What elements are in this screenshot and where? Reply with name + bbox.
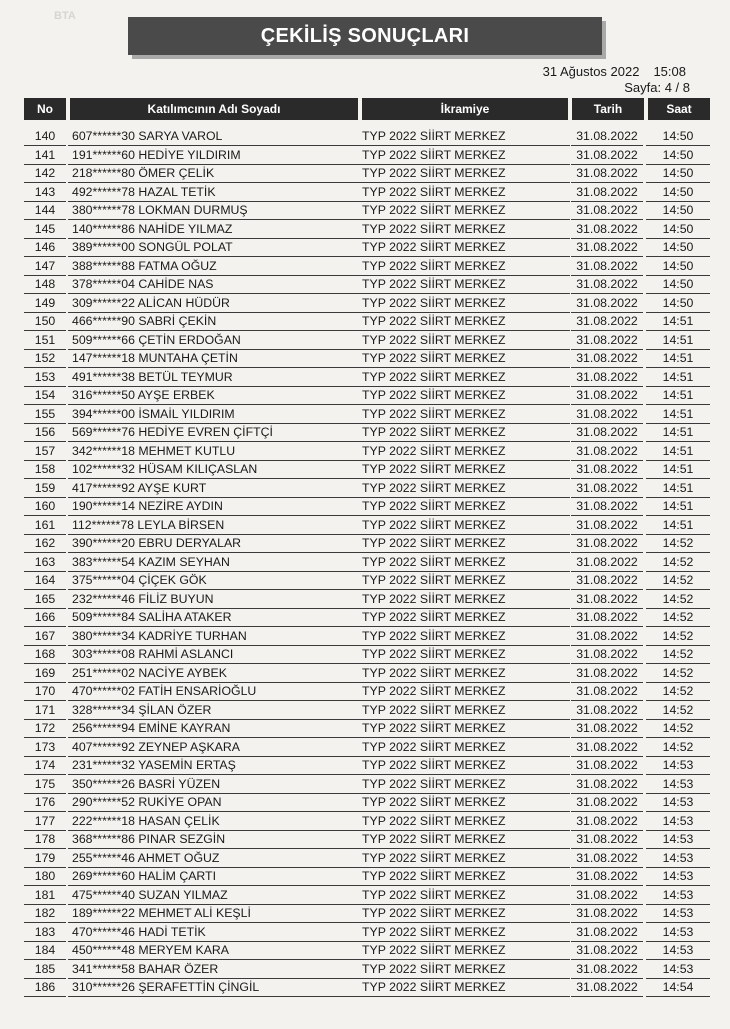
row-number: 178 — [24, 831, 66, 849]
row-number: 186 — [24, 979, 66, 997]
row-number: 167 — [24, 628, 66, 646]
draw-time: 14:51 — [646, 313, 710, 331]
participant-name: 316******50 AYŞE ERBEK — [68, 387, 360, 405]
prize-name: TYP 2022 SİİRT MERKEZ — [360, 332, 570, 350]
row-number: 149 — [24, 295, 66, 313]
row-number: 170 — [24, 683, 66, 701]
row-number: 172 — [24, 720, 66, 738]
draw-date: 31.08.2022 — [571, 739, 643, 757]
draw-time: 14:54 — [646, 979, 710, 997]
draw-date: 31.08.2022 — [571, 480, 643, 498]
prize-name: TYP 2022 SİİRT MERKEZ — [360, 591, 570, 609]
prize-name: TYP 2022 SİİRT MERKEZ — [360, 406, 570, 424]
participant-name: 342******18 MEHMET KUTLU — [68, 443, 360, 461]
table-row — [0, 202, 730, 221]
participant-name: 407******92 ZEYNEP AŞKARA — [68, 739, 360, 757]
table-row — [0, 591, 730, 610]
row-number: 142 — [24, 165, 66, 183]
draw-date: 31.08.2022 — [571, 165, 643, 183]
participant-name: 232******46 FİLİZ BUYUN — [68, 591, 360, 609]
draw-time: 14:52 — [646, 665, 710, 683]
row-number: 146 — [24, 239, 66, 257]
participant-name: 102******32 HÜSAM KILIÇASLAN — [68, 461, 360, 479]
prize-name: TYP 2022 SİİRT MERKEZ — [360, 628, 570, 646]
row-number: 182 — [24, 905, 66, 923]
draw-date: 31.08.2022 — [571, 369, 643, 387]
prize-name: TYP 2022 SİİRT MERKEZ — [360, 720, 570, 738]
table-header — [0, 98, 730, 120]
participant-name: 380******34 KADRİYE TURHAN — [68, 628, 360, 646]
draw-date: 31.08.2022 — [571, 850, 643, 868]
row-number: 175 — [24, 776, 66, 794]
table-row — [0, 831, 730, 850]
participant-name: 218******80 ÖMER ÇELİK — [68, 165, 360, 183]
row-number: 174 — [24, 757, 66, 775]
draw-time: 14:51 — [646, 517, 710, 535]
table-row — [0, 813, 730, 832]
participant-name: 470******02 FATİH ENSARİOĞLU — [68, 683, 360, 701]
draw-time: 14:50 — [646, 202, 710, 220]
table-row — [0, 221, 730, 240]
draw-time: 14:51 — [646, 443, 710, 461]
table-row — [0, 757, 730, 776]
draw-time: 14:53 — [646, 850, 710, 868]
row-number: 147 — [24, 258, 66, 276]
participant-name: 341******58 BAHAR ÖZER — [68, 961, 360, 979]
row-number: 162 — [24, 535, 66, 553]
draw-time: 14:53 — [646, 887, 710, 905]
prize-name: TYP 2022 SİİRT MERKEZ — [360, 905, 570, 923]
draw-date: 31.08.2022 — [571, 387, 643, 405]
participant-name: 189******22 MEHMET ALİ KEŞLİ — [68, 905, 360, 923]
draw-date: 31.08.2022 — [571, 258, 643, 276]
table-row — [0, 295, 730, 314]
draw-date: 31.08.2022 — [571, 665, 643, 683]
draw-time: 14:51 — [646, 461, 710, 479]
prize-name: TYP 2022 SİİRT MERKEZ — [360, 813, 570, 831]
draw-date: 31.08.2022 — [571, 332, 643, 350]
prize-name: TYP 2022 SİİRT MERKEZ — [360, 665, 570, 683]
participant-name: 378******04 CAHİDE NAS — [68, 276, 360, 294]
page-title: ÇEKİLİŞ SONUÇLARI — [128, 17, 602, 55]
prize-name: TYP 2022 SİİRT MERKEZ — [360, 961, 570, 979]
prize-name: TYP 2022 SİİRT MERKEZ — [360, 850, 570, 868]
draw-date: 31.08.2022 — [571, 794, 643, 812]
draw-date: 31.08.2022 — [571, 350, 643, 368]
draw-date: 31.08.2022 — [571, 776, 643, 794]
participant-name: 375******04 ÇİÇEK GÖK — [68, 572, 360, 590]
prize-name: TYP 2022 SİİRT MERKEZ — [360, 239, 570, 257]
prize-name: TYP 2022 SİİRT MERKEZ — [360, 794, 570, 812]
draw-date: 31.08.2022 — [571, 554, 643, 572]
prize-name: TYP 2022 SİİRT MERKEZ — [360, 202, 570, 220]
table-row — [0, 683, 730, 702]
draw-date: 31.08.2022 — [571, 443, 643, 461]
prize-name: TYP 2022 SİİRT MERKEZ — [360, 887, 570, 905]
row-number: 151 — [24, 332, 66, 350]
prize-name: TYP 2022 SİİRT MERKEZ — [360, 924, 570, 942]
draw-date: 31.08.2022 — [571, 239, 643, 257]
draw-time: 14:51 — [646, 480, 710, 498]
participant-name: 140******86 NAHİDE YILMAZ — [68, 221, 360, 239]
prize-name: TYP 2022 SİİRT MERKEZ — [360, 757, 570, 775]
draw-time: 14:50 — [646, 221, 710, 239]
draw-date: 31.08.2022 — [571, 313, 643, 331]
table-row — [0, 406, 730, 425]
row-number: 168 — [24, 646, 66, 664]
participant-name: 147******18 MUNTAHA ÇETİN — [68, 350, 360, 368]
prize-name: TYP 2022 SİİRT MERKEZ — [360, 739, 570, 757]
prize-name: TYP 2022 SİİRT MERKEZ — [360, 683, 570, 701]
row-number: 163 — [24, 554, 66, 572]
print-time: 15:08 — [653, 64, 686, 79]
row-number: 179 — [24, 850, 66, 868]
draw-date: 31.08.2022 — [571, 961, 643, 979]
table-row — [0, 554, 730, 573]
prize-name: TYP 2022 SİİRT MERKEZ — [360, 609, 570, 627]
row-number: 177 — [24, 813, 66, 831]
row-number: 145 — [24, 221, 66, 239]
draw-time: 14:50 — [646, 128, 710, 146]
draw-time: 14:52 — [646, 646, 710, 664]
participant-name: 607******30 SARYA VAROL — [68, 128, 360, 146]
prize-name: TYP 2022 SİİRT MERKEZ — [360, 702, 570, 720]
participant-name: 255******46 AHMET OĞUZ — [68, 850, 360, 868]
table-row — [0, 128, 730, 147]
draw-date: 31.08.2022 — [571, 295, 643, 313]
table-row — [0, 572, 730, 591]
participant-name: 310******26 ŞERAFETTİN ÇİNGİL — [68, 979, 360, 997]
draw-time: 14:52 — [646, 609, 710, 627]
table-row — [0, 628, 730, 647]
draw-date: 31.08.2022 — [571, 147, 643, 165]
table-row — [0, 498, 730, 517]
participant-name: 509******66 ÇETİN ERDOĞAN — [68, 332, 360, 350]
draw-time: 14:51 — [646, 332, 710, 350]
row-number: 153 — [24, 369, 66, 387]
prize-name: TYP 2022 SİİRT MERKEZ — [360, 572, 570, 590]
prize-name: TYP 2022 SİİRT MERKEZ — [360, 165, 570, 183]
prize-name: TYP 2022 SİİRT MERKEZ — [360, 517, 570, 535]
participant-name: 309******22 ALİCAN HÜDÜR — [68, 295, 360, 313]
table-row — [0, 387, 730, 406]
participant-name: 303******08 RAHMİ ASLANCI — [68, 646, 360, 664]
prize-name: TYP 2022 SİİRT MERKEZ — [360, 498, 570, 516]
draw-time: 14:50 — [646, 184, 710, 202]
row-number: 148 — [24, 276, 66, 294]
row-number: 171 — [24, 702, 66, 720]
row-number: 183 — [24, 924, 66, 942]
table-row — [0, 147, 730, 166]
prize-name: TYP 2022 SİİRT MERKEZ — [360, 480, 570, 498]
draw-time: 14:53 — [646, 813, 710, 831]
page-number: Sayfa: 4 / 8 — [624, 80, 690, 95]
table-row — [0, 942, 730, 961]
draw-date: 31.08.2022 — [571, 572, 643, 590]
participant-name: 328******34 ŞİLAN ÖZER — [68, 702, 360, 720]
participant-name: 350******26 BASRİ YÜZEN — [68, 776, 360, 794]
prize-name: TYP 2022 SİİRT MERKEZ — [360, 147, 570, 165]
draw-time: 14:52 — [646, 535, 710, 553]
table-row — [0, 665, 730, 684]
prize-name: TYP 2022 SİİRT MERKEZ — [360, 387, 570, 405]
participant-name: 475******40 SUZAN YILMAZ — [68, 887, 360, 905]
column-header-time: Saat — [648, 98, 710, 120]
draw-time: 14:52 — [646, 591, 710, 609]
row-number: 160 — [24, 498, 66, 516]
prize-name: TYP 2022 SİİRT MERKEZ — [360, 461, 570, 479]
participant-name: 251******02 NACİYE AYBEK — [68, 665, 360, 683]
table-row — [0, 609, 730, 628]
draw-date: 31.08.2022 — [571, 276, 643, 294]
draw-date: 31.08.2022 — [571, 757, 643, 775]
draw-date: 31.08.2022 — [571, 813, 643, 831]
draw-date: 31.08.2022 — [571, 702, 643, 720]
table-row — [0, 720, 730, 739]
table-row — [0, 480, 730, 499]
participant-name: 290******52 RUKİYE OPAN — [68, 794, 360, 812]
draw-date: 31.08.2022 — [571, 184, 643, 202]
participant-name: 380******78 LOKMAN DURMUŞ — [68, 202, 360, 220]
table-row — [0, 646, 730, 665]
row-number: 169 — [24, 665, 66, 683]
row-number: 155 — [24, 406, 66, 424]
participant-name: 389******00 SONGÜL POLAT — [68, 239, 360, 257]
draw-time: 14:52 — [646, 572, 710, 590]
table-row — [0, 443, 730, 462]
participant-name: 368******86 PINAR SEZGİN — [68, 831, 360, 849]
prize-name: TYP 2022 SİİRT MERKEZ — [360, 350, 570, 368]
prize-name: TYP 2022 SİİRT MERKEZ — [360, 295, 570, 313]
row-number: 154 — [24, 387, 66, 405]
row-number: 159 — [24, 480, 66, 498]
draw-time: 14:52 — [646, 739, 710, 757]
draw-time: 14:53 — [646, 961, 710, 979]
prize-name: TYP 2022 SİİRT MERKEZ — [360, 276, 570, 294]
draw-time: 14:50 — [646, 239, 710, 257]
row-number: 157 — [24, 443, 66, 461]
row-number: 140 — [24, 128, 66, 146]
row-number: 180 — [24, 868, 66, 886]
table-row — [0, 332, 730, 351]
participant-name: 491******38 BETÜL TEYMUR — [68, 369, 360, 387]
draw-date: 31.08.2022 — [571, 406, 643, 424]
row-number: 166 — [24, 609, 66, 627]
prize-name: TYP 2022 SİİRT MERKEZ — [360, 443, 570, 461]
prize-name: TYP 2022 SİİRT MERKEZ — [360, 979, 570, 997]
row-number: 141 — [24, 147, 66, 165]
participant-name: 269******60 HALİM ÇARTI — [68, 868, 360, 886]
draw-time: 14:50 — [646, 276, 710, 294]
draw-time: 14:52 — [646, 554, 710, 572]
row-number: 184 — [24, 942, 66, 960]
column-header-prize: İkramiye — [362, 98, 568, 120]
table-row — [0, 535, 730, 554]
prize-name: TYP 2022 SİİRT MERKEZ — [360, 369, 570, 387]
draw-date: 31.08.2022 — [571, 517, 643, 535]
draw-date: 31.08.2022 — [571, 905, 643, 923]
draw-date: 31.08.2022 — [571, 424, 643, 442]
draw-date: 31.08.2022 — [571, 128, 643, 146]
draw-time: 14:52 — [646, 720, 710, 738]
table-row — [0, 350, 730, 369]
table-row — [0, 276, 730, 295]
row-number: 181 — [24, 887, 66, 905]
table-row — [0, 165, 730, 184]
draw-time: 14:53 — [646, 776, 710, 794]
draw-time: 14:50 — [646, 295, 710, 313]
prize-name: TYP 2022 SİİRT MERKEZ — [360, 313, 570, 331]
participant-name: 390******20 EBRU DERYALAR — [68, 535, 360, 553]
prize-name: TYP 2022 SİİRT MERKEZ — [360, 554, 570, 572]
participant-name: 256******94 EMİNE KAYRAN — [68, 720, 360, 738]
draw-date: 31.08.2022 — [571, 942, 643, 960]
draw-time: 14:51 — [646, 424, 710, 442]
prize-name: TYP 2022 SİİRT MERKEZ — [360, 184, 570, 202]
column-header-no: No — [24, 98, 66, 120]
row-number: 158 — [24, 461, 66, 479]
table-row — [0, 979, 730, 998]
participant-name: 383******54 KAZIM SEYHAN — [68, 554, 360, 572]
draw-date: 31.08.2022 — [571, 979, 643, 997]
prize-name: TYP 2022 SİİRT MERKEZ — [360, 868, 570, 886]
table-row — [0, 776, 730, 795]
table-row — [0, 961, 730, 980]
draw-date: 31.08.2022 — [571, 221, 643, 239]
draw-time: 14:53 — [646, 757, 710, 775]
draw-time: 14:50 — [646, 147, 710, 165]
draw-date: 31.08.2022 — [571, 628, 643, 646]
draw-date: 31.08.2022 — [571, 535, 643, 553]
draw-time: 14:51 — [646, 498, 710, 516]
corner-mark: BTA — [54, 10, 76, 22]
draw-date: 31.08.2022 — [571, 868, 643, 886]
row-number: 152 — [24, 350, 66, 368]
row-number: 185 — [24, 961, 66, 979]
draw-time: 14:52 — [646, 702, 710, 720]
row-number: 156 — [24, 424, 66, 442]
print-date-line — [543, 64, 686, 80]
draw-time: 14:53 — [646, 924, 710, 942]
draw-time: 14:52 — [646, 628, 710, 646]
table-row — [0, 739, 730, 758]
row-number: 164 — [24, 572, 66, 590]
prize-name: TYP 2022 SİİRT MERKEZ — [360, 831, 570, 849]
table-row — [0, 517, 730, 536]
draw-date: 31.08.2022 — [571, 609, 643, 627]
draw-time: 14:53 — [646, 942, 710, 960]
draw-date: 31.08.2022 — [571, 683, 643, 701]
column-header-name: Katılımcının Adı Soyadı — [70, 98, 358, 120]
participant-name: 569******76 HEDİYE EVREN ÇİFTÇİ — [68, 424, 360, 442]
draw-time: 14:51 — [646, 387, 710, 405]
draw-time: 14:51 — [646, 406, 710, 424]
prize-name: TYP 2022 SİİRT MERKEZ — [360, 942, 570, 960]
prize-name: TYP 2022 SİİRT MERKEZ — [360, 221, 570, 239]
prize-name: TYP 2022 SİİRT MERKEZ — [360, 258, 570, 276]
prize-name: TYP 2022 SİİRT MERKEZ — [360, 776, 570, 794]
table-row — [0, 184, 730, 203]
participant-name: 470******46 HADİ TETİK — [68, 924, 360, 942]
draw-time: 14:53 — [646, 831, 710, 849]
table-row — [0, 868, 730, 887]
draw-date: 31.08.2022 — [571, 591, 643, 609]
prize-name: TYP 2022 SİİRT MERKEZ — [360, 128, 570, 146]
participant-name: 450******48 MERYEM KARA — [68, 942, 360, 960]
draw-date: 31.08.2022 — [571, 202, 643, 220]
print-date: 31 Ağustos 2022 — [542, 64, 640, 79]
row-number: 165 — [24, 591, 66, 609]
draw-time: 14:53 — [646, 794, 710, 812]
draw-time: 14:53 — [646, 868, 710, 886]
prize-name: TYP 2022 SİİRT MERKEZ — [360, 535, 570, 553]
participant-name: 231******32 YASEMİN ERTAŞ — [68, 757, 360, 775]
table-row — [0, 258, 730, 277]
draw-time: 14:51 — [646, 350, 710, 368]
draw-time: 14:52 — [646, 683, 710, 701]
table-row — [0, 424, 730, 443]
table-row — [0, 461, 730, 480]
prize-name: TYP 2022 SİİRT MERKEZ — [360, 646, 570, 664]
table-row — [0, 313, 730, 332]
draw-time: 14:53 — [646, 905, 710, 923]
draw-date: 31.08.2022 — [571, 887, 643, 905]
draw-time: 14:51 — [646, 369, 710, 387]
participant-name: 509******84 SALİHA ATAKER — [68, 609, 360, 627]
table-row — [0, 702, 730, 721]
draw-time: 14:50 — [646, 165, 710, 183]
row-number: 176 — [24, 794, 66, 812]
draw-date: 31.08.2022 — [571, 498, 643, 516]
participant-name: 492******78 HAZAL TETİK — [68, 184, 360, 202]
participant-name: 417******92 AYŞE KURT — [68, 480, 360, 498]
draw-date: 31.08.2022 — [571, 720, 643, 738]
row-number: 144 — [24, 202, 66, 220]
draw-date: 31.08.2022 — [571, 924, 643, 942]
participant-name: 466******90 SABRİ ÇEKİN — [68, 313, 360, 331]
table-row — [0, 850, 730, 869]
table-row — [0, 905, 730, 924]
participant-name: 190******14 NEZİRE AYDIN — [68, 498, 360, 516]
table-row — [0, 794, 730, 813]
row-number: 143 — [24, 184, 66, 202]
participant-name: 191******60 HEDİYE YILDIRIM — [68, 147, 360, 165]
participant-name: 388******88 FATMA OĞUZ — [68, 258, 360, 276]
draw-date: 31.08.2022 — [571, 831, 643, 849]
row-number: 161 — [24, 517, 66, 535]
results-table-body — [0, 128, 730, 998]
table-row — [0, 239, 730, 258]
column-header-date: Tarih — [572, 98, 644, 120]
participant-name: 112******78 LEYLA BİRSEN — [68, 517, 360, 535]
draw-date: 31.08.2022 — [571, 461, 643, 479]
prize-name: TYP 2022 SİİRT MERKEZ — [360, 424, 570, 442]
row-number: 173 — [24, 739, 66, 757]
row-number: 150 — [24, 313, 66, 331]
participant-name: 222******18 HASAN ÇELİK — [68, 813, 360, 831]
table-row — [0, 887, 730, 906]
draw-time: 14:50 — [646, 258, 710, 276]
table-row — [0, 369, 730, 388]
participant-name: 394******00 İSMAİL YILDIRIM — [68, 406, 360, 424]
draw-date: 31.08.2022 — [571, 646, 643, 664]
table-row — [0, 924, 730, 943]
